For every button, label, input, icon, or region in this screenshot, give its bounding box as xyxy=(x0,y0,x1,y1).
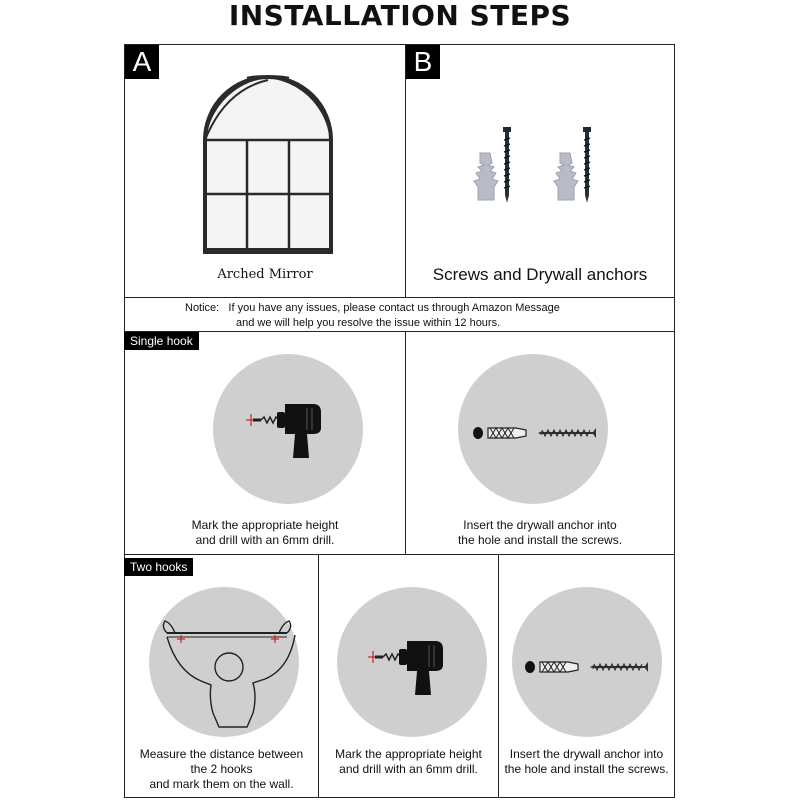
two-step-2-line-1: Mark the appropriate height xyxy=(335,747,482,761)
single-step-1-line-2: and drill with an 6mm drill. xyxy=(195,533,335,547)
screw-icon xyxy=(503,127,511,203)
two-step-1-line-1: Measure the distance between xyxy=(139,747,304,761)
two-hooks-step-3 xyxy=(498,554,675,798)
page-title: INSTALLATION STEPS xyxy=(228,0,572,32)
two-step-1-line-3: and mark them on the wall. xyxy=(149,777,294,791)
two-step-2-line-2: and drill with an 6mm drill. xyxy=(339,762,478,776)
two-step-1-line-2: the 2 hooks xyxy=(190,762,253,776)
drill-circle xyxy=(213,354,363,504)
anchor-circle xyxy=(458,354,608,504)
single-step-1-line-1: Mark the appropriate height xyxy=(191,518,339,532)
anchor-and-screw-icon xyxy=(512,587,662,737)
arched-mirror-icon xyxy=(125,45,407,299)
screws-and-anchors-icon xyxy=(406,45,676,299)
single-hook-step-1 xyxy=(124,331,406,555)
panel-hardware xyxy=(405,44,675,298)
drill-icon xyxy=(213,354,363,504)
drill-circle xyxy=(337,587,487,737)
panel-letter-b: B xyxy=(406,45,440,79)
single-hook-step-2 xyxy=(405,331,675,555)
measure-circle xyxy=(149,587,299,737)
two-step-3-line-1: Insert the drywall anchor into xyxy=(509,747,664,761)
anchor-and-screw-icon xyxy=(458,354,608,504)
person-measuring-icon xyxy=(149,587,299,737)
anchor-icon xyxy=(474,153,498,200)
single-step-2-line-1: Insert the drywall anchor into xyxy=(463,518,617,532)
anchor-icon xyxy=(554,153,578,200)
drill-icon xyxy=(337,587,487,737)
panel-mirror xyxy=(124,44,406,298)
notice-box xyxy=(124,297,675,332)
screw-icon xyxy=(583,127,591,203)
anchor-circle xyxy=(512,587,662,737)
two-hooks-step-1 xyxy=(124,554,319,798)
notice-line-1: Notice: If you have any issues, please contact us through Amazon Message xyxy=(185,302,560,314)
two-hooks-step-2 xyxy=(318,554,499,798)
hardware-caption: Screws and Drywall anchors xyxy=(432,265,648,284)
mirror-caption: Arched Mirror xyxy=(217,267,313,282)
single-step-2-line-2: the hole and install the screws. xyxy=(457,533,623,547)
notice-line-2: and we will help you resolve the issue within 12 hours. xyxy=(236,317,501,329)
panel-letter-a: A xyxy=(125,45,159,79)
two-hooks-label: Two hooks xyxy=(124,558,193,576)
two-step-3-line-2: the hole and install the screws. xyxy=(504,762,669,776)
single-hook-label: Single hook xyxy=(124,332,199,350)
